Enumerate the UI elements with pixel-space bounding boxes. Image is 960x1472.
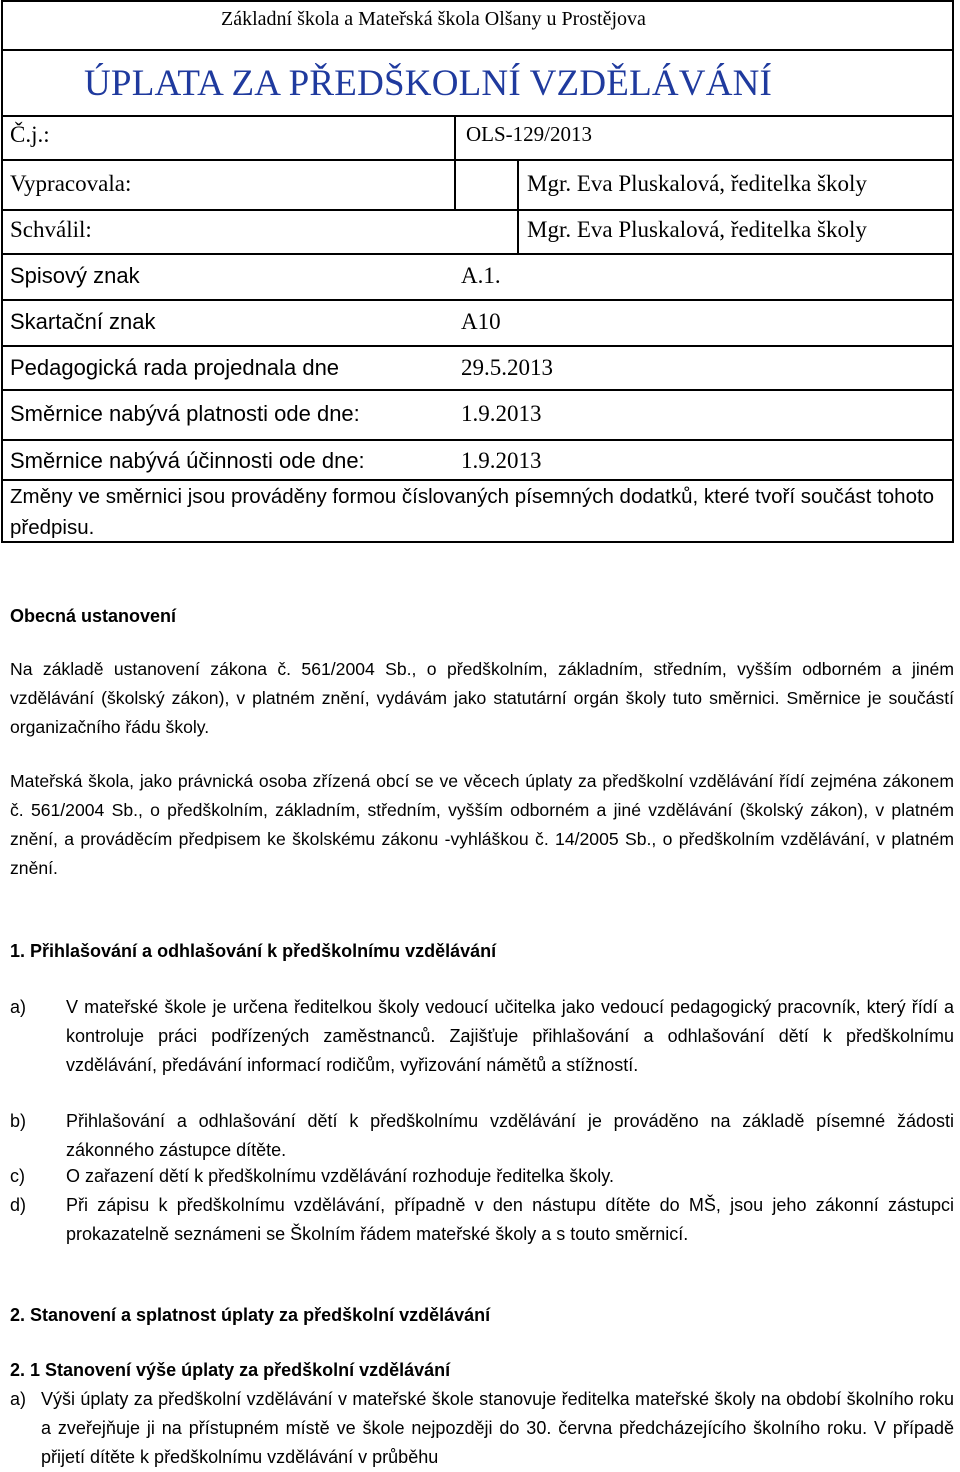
approved-label: Schválil: bbox=[10, 217, 92, 242]
divider bbox=[1, 49, 954, 51]
council-label: Pedagogická rada projednala dne bbox=[10, 355, 340, 380]
item-label: a) bbox=[10, 1389, 27, 1409]
divider bbox=[1, 439, 954, 441]
school-name: Základní škola a Mateřská škola Olšany u Prostějova bbox=[221, 8, 646, 30]
prepared-label: Vypracovala: bbox=[10, 171, 132, 196]
list-item: Výši úplaty za předškolní vzdělávání v mateřské škole stanovuje ředitelka mateřské školy na období školního roku a zveřejňuje ji na přístupném místě ve škole nejpozději do 30. června předcházejícího školního roku. V případě přijetí dítěte k předškolnímu vzdělávání v průběhu bbox=[41, 1389, 954, 1467]
divider bbox=[1, 159, 954, 161]
council-value: 29.5.2013 bbox=[461, 355, 553, 380]
section-heading: 2. Stanovení a splatnost úplaty za předškolní vzdělávání bbox=[10, 1305, 491, 1325]
list-item: O zařazení dětí k předškolnímu vzdělávání rozhoduje ředitelka školy. bbox=[66, 1166, 614, 1186]
divider bbox=[1, 209, 954, 211]
cj-value: OLS-129/2013 bbox=[466, 122, 592, 146]
item-label: b) bbox=[10, 1111, 27, 1131]
shred-mark-value: A10 bbox=[461, 309, 501, 334]
approved-value: Mgr. Eva Pluskalová, ředitelka školy bbox=[527, 217, 867, 242]
divider bbox=[1, 115, 954, 117]
list-item: Při zápisu k předškolnímu vzdělávání, případně v den nástupu dítěte do MŠ, jsou jeho zákonní zástupci prokazatelně seznámeni se Školním řádem mateřské školy a s touto směrnicí. bbox=[66, 1195, 954, 1244]
section-heading: Obecná ustanovení bbox=[10, 606, 177, 626]
divider bbox=[1, 389, 954, 391]
list-item: V mateřské škole je určena ředitelkou školy vedoucí učitelka jako vedoucí pedagogický pracovník, který řídí a kontroluje práci podřízených zaměstnanců. Zajišťuje přihlašování a odhlašování dětí k předškolnímu vzdělávání, předávání informací rodičům, vyřizování námětů a stížností. bbox=[66, 997, 954, 1075]
item-label: a) bbox=[10, 997, 27, 1017]
item-label: d) bbox=[10, 1195, 27, 1215]
shred-mark-label: Skartační znak bbox=[10, 309, 156, 334]
effect-label: Směrnice nabývá účinnosti ode dne: bbox=[10, 448, 365, 473]
changes-note: Změny ve směrnici jsou prováděny formou číslovaných písemných dodatků, které tvoří součást tohoto předpisu. bbox=[10, 485, 935, 539]
prepared-value: Mgr. Eva Pluskalová, ředitelka školy bbox=[527, 171, 867, 196]
document-title: ÚPLATA ZA PŘEDŠKOLNÍ VZDĚLÁVÁNÍ bbox=[84, 63, 773, 104]
item-label: c) bbox=[10, 1166, 25, 1186]
validity-label: Směrnice nabývá platnosti ode dne: bbox=[10, 401, 360, 426]
divider bbox=[1, 345, 954, 347]
section-heading: 1. Přihlašování a odhlašování k předškolnímu vzdělávání bbox=[10, 941, 497, 961]
subsection-heading: 2. 1 Stanovení výše úplaty za předškolní vzdělávání bbox=[10, 1360, 451, 1380]
file-mark-value: A.1. bbox=[461, 263, 501, 288]
list-item: Přihlašování a odhlašování dětí k předškolnímu vzdělávání je prováděno na základě písemné žádosti zákonného zástupce dítěte. bbox=[66, 1111, 954, 1160]
validity-value: 1.9.2013 bbox=[461, 401, 542, 426]
file-mark-label: Spisový znak bbox=[10, 263, 140, 288]
effect-value: 1.9.2013 bbox=[461, 448, 542, 473]
divider bbox=[517, 159, 519, 253]
paragraph: Na základě ustanovení zákona č. 561/2004 Sb., o předškolním, základním, středním, vyšším odborném a jiném vzdělávání (školský zákon), v platném znění, vydávám jako statutární orgán školy tuto směrnici. Směrnice je součástí organizačního řádu školy. bbox=[10, 659, 954, 737]
divider bbox=[454, 115, 456, 209]
cj-label: Č.j.: bbox=[10, 122, 50, 147]
divider bbox=[1, 253, 954, 255]
divider bbox=[1, 299, 954, 301]
paragraph: Mateřská škola, jako právnická osoba zřízená obcí se ve věcech úplaty za předškolní vzdělávání řídí zejména zákonem č. 561/2004 Sb., o předškolním, základním, středním, vyšším odborném a jiné vzdělávání (školský zákon), v platném znění, a prováděcím předpisem ke školskému zákonu -vyhláškou č. 14/2005 Sb., o předškolním vzdělávání, v platném znění. bbox=[10, 771, 954, 878]
